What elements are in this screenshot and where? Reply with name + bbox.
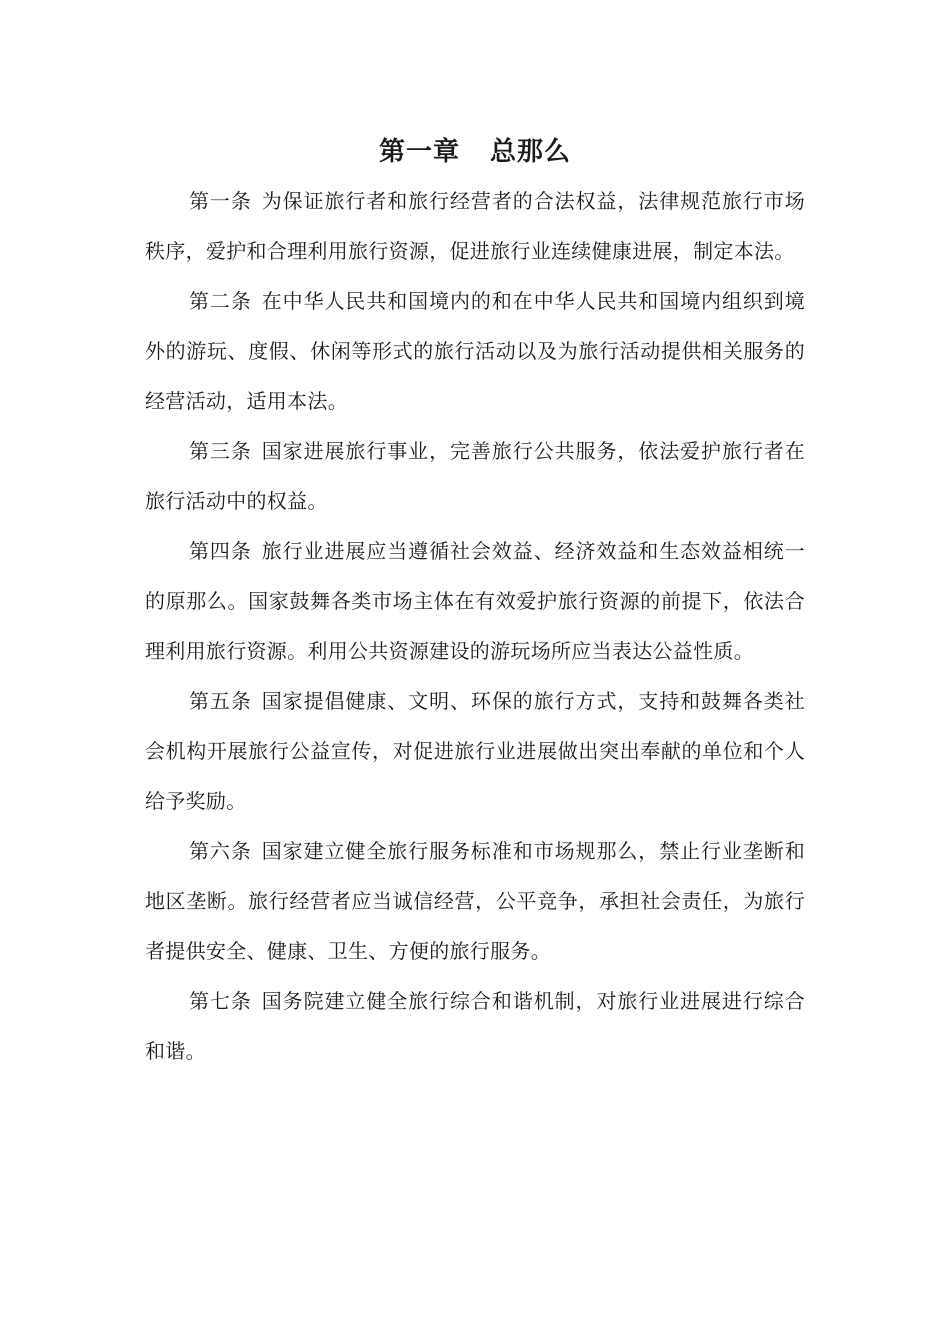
- chapter-heading: [0, 130, 950, 174]
- article-7: [145, 976, 805, 1076]
- article-number: 第七条: [189, 989, 252, 1013]
- article-6: [145, 826, 805, 976]
- article-text: 为保证旅行者和旅行经营者的合法权益，法律规范旅行市场秩序，爱护和合理利用旅行资源，促进旅行业连续健康进展，制定本法。: [145, 189, 805, 263]
- article-number: 第四条: [189, 539, 252, 563]
- article-text: 国务院建立健全旅行综合和谐机制，对旅行业进展进行综合和谐。: [145, 989, 805, 1063]
- chapter-body: [145, 176, 805, 1076]
- article-number: 第三条: [189, 439, 252, 463]
- article-number: 第二条: [189, 289, 252, 313]
- article-number: 第一条: [189, 189, 252, 213]
- article-text: 在中华人民共和国境内的和在中华人民共和国境内组织到境外的游玩、度假、休闲等形式的旅行活动以及为旅行活动提供相关服务的经营活动，适用本法。: [145, 289, 805, 413]
- chapter-title: 总那么: [490, 137, 572, 167]
- article-number: 第六条: [189, 839, 252, 863]
- article-text: 国家进展旅行事业，完善旅行公共服务，依法爱护旅行者在旅行活动中的权益。: [145, 439, 805, 513]
- article-5: [145, 676, 805, 826]
- article-text: 国家提倡健康、文明、环保的旅行方式，支持和鼓舞各类社会机构开展旅行公益宣传，对促进旅行业进展做出突出奉献的单位和个人给予奖励。: [145, 689, 805, 813]
- article-1: [145, 176, 805, 276]
- chapter-number: 第一章: [378, 137, 460, 167]
- article-4: [145, 526, 805, 676]
- article-text: 国家建立健全旅行服务标准和市场规那么，禁止行业垄断和地区垄断。旅行经营者应当诚信经营，公平竞争，承担社会责任，为旅行者提供安全、健康、卫生、方便的旅行服务。: [145, 839, 805, 963]
- article-3: [145, 426, 805, 526]
- article-2: [145, 276, 805, 426]
- article-number: 第五条: [189, 689, 252, 713]
- article-text: 旅行业进展应当遵循社会效益、经济效益和生态效益相统一的原那么。国家鼓舞各类市场主体在有效爱护旅行资源的前提下，依法合理利用旅行资源。利用公共资源建设的游玩场所应当表达公益性质。: [145, 539, 805, 663]
